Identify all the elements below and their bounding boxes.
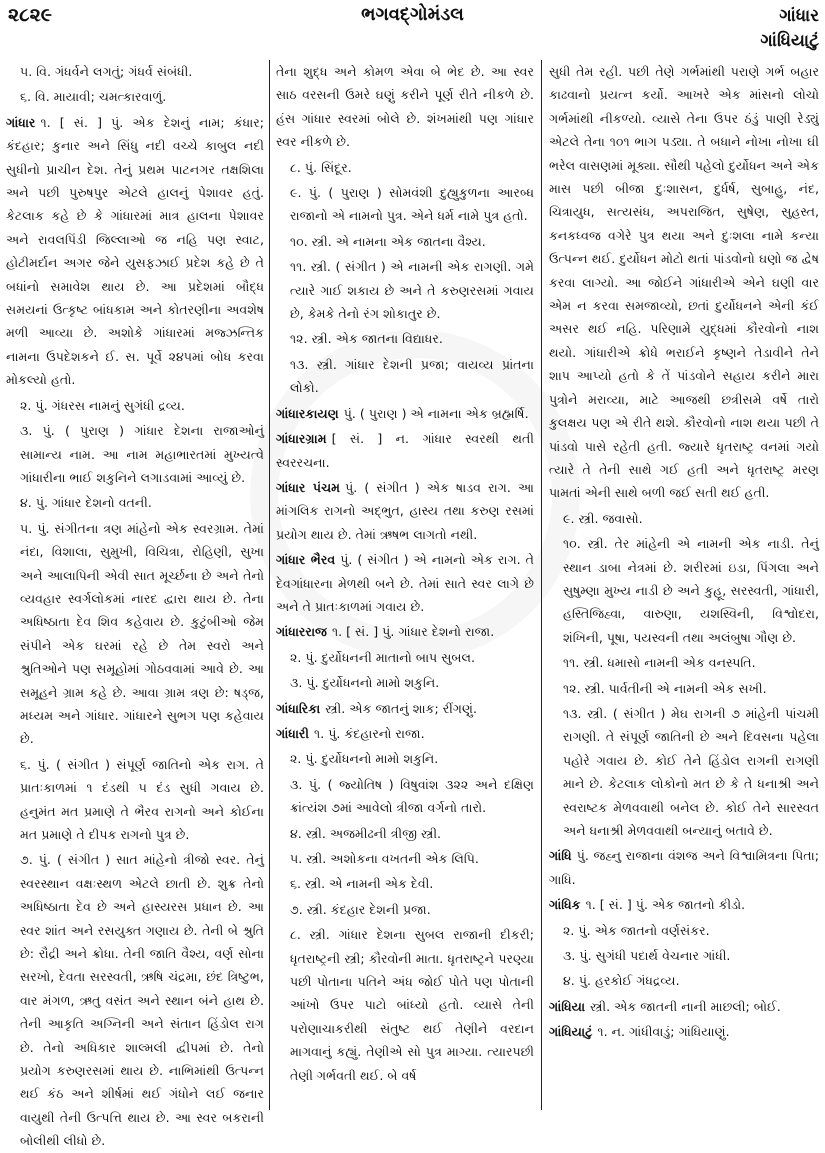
definition-text: સ્ત્રી. એક જાતનું શાક; રીંગણું. bbox=[325, 700, 477, 716]
dictionary-entry bbox=[549, 844, 819, 891]
dictionary-entry bbox=[549, 1020, 819, 1043]
entry-sense bbox=[276, 923, 534, 1087]
entry-sense bbox=[276, 327, 534, 350]
entry-sense bbox=[276, 747, 534, 770]
entry-sense bbox=[6, 753, 264, 847]
guide-word-first: ગાંધાર bbox=[779, 6, 819, 26]
definition-text: પું. ( સંગીત ) એક ષાડવ રાગ. આ માંગલિક રાગનો અદ્ભુત, હાસ્ય તથા કરુણ રસમાં પ્રયોગ થાય છે. તેમાં ઋષભ લાગતો નથી. bbox=[276, 479, 534, 542]
definition-text: ૩. પું. સુગંધી પદાર્થ વેચનાર ગાંધી. bbox=[563, 948, 731, 964]
definition-text: ૧૦. સ્ત્રી. તેર માંહેની એ નામની એક નાડી. તેનું સ્થાન ડાબા નેત્રમાં છે. શરીરમાં ઇડા, પિંગલા અને સુષુમ્ણા મુખ્ય નાડી છે અને કુહૂ, સરસ્વતી, ગાંધારી, હસ્તિજિહ્વા, વારુણા, યશસ્વિની, વિશ્વોદરા, શંખિની, પૂષા, પયસ્વની તથા અલંબુષા ગૌણ છે. bbox=[563, 536, 819, 645]
entry-sense bbox=[549, 532, 819, 649]
entry-sense bbox=[276, 646, 534, 669]
entry-sense bbox=[276, 255, 534, 325]
definition-text: ૧. પું. કંદહારનો રાજા. bbox=[314, 725, 425, 741]
book-title: ભગવદ્ગોમંડલ bbox=[361, 4, 464, 25]
definition-text: સ્ત્રી. એક જાતની નાની માછલી; બોઈ. bbox=[590, 998, 781, 1014]
headword: ગાંધારગ્રામ bbox=[276, 431, 327, 447]
entry-sense bbox=[276, 671, 534, 694]
definition-text: ૧. [ સં. ] પું. એક જાતનો કીડો. bbox=[585, 897, 746, 913]
entry-sense bbox=[6, 419, 264, 489]
definition-text: ૩. પું. દુર્યોધનનો મામો શકુનિ. bbox=[290, 675, 440, 691]
entry-sense bbox=[549, 651, 819, 674]
entry-sense bbox=[276, 60, 534, 154]
column-1 bbox=[6, 60, 264, 1149]
definition-text: ૭. પું. ( સંગીત ) સાત માંહેનો ત્રીજો સ્વર. તેનું સ્વરસ્થાન વક્ષઃસ્થળ એટલે છાતી છે. શુક્ર તેનો અધિષ્ઠાતા દેવ છે અને હાસ્યરસ પ્રધાન છે. આ સ્વર શાંત અને રસયુક્ત ગણાય છે. તેની બે શ્રુતિ છે: રૌદ્રી અને ક્રોધા. તેની જાતિ વૈશ્ય, વર્ણ સોના સરખો, દેવતા સરસ્વતી, ઋષિ ચંદ્રમા, છંદ ત્રિષ્ટુભ, વાર મંગળ, ઋતુ વસંત અને સ્થાન બંને હાથ છે. તેની આકૃતિ અગ્નિની અને સંતાન હિંડોલ રાગ છે. તેનો અધિકાર શાલ્મલી દ્વીપમાં છે. તેનો પ્રયોગ કરુણરસમાં થાય છે. નાભિમાંથી ઉત્પન્ન થઈ કંઠ અને શીર્ષમાં થઈ ગંધોને લઈ જનાર વાયુથી તેની ઉત્પત્તિ થાય છે. આ સ્વર બકરાની બોલીથી લીધો છે. bbox=[20, 852, 264, 1149]
headword: ગાંધિક bbox=[549, 897, 581, 913]
entry-sense bbox=[276, 181, 534, 228]
definition-text: પું. જહ્નુ રાજાના વંશજ અને વિશ્વામિત્રના પિતા; ગાધિ. bbox=[549, 848, 819, 887]
definition-text: ૨. પું. ગંધરસ નામનું સુગંધી દ્રવ્ય. bbox=[20, 397, 185, 413]
definition-text: ૬. સ્ત્રી. એ નામની એક દેવી. bbox=[290, 876, 434, 892]
definition-text: ૨. પું. દુર્યોધનની માતાનો બાપ સુબલ. bbox=[290, 649, 476, 665]
headword: ગાંધારી bbox=[276, 725, 310, 741]
headword: ગાંધિ bbox=[549, 848, 572, 864]
entry-sense bbox=[276, 773, 534, 820]
entry-sense bbox=[6, 60, 264, 83]
definition-text: ૧૩. સ્ત્રી. ( સંગીત ) મેઘ રાગની ૭ માંહેની પાંચમી રાગણી. તે સંપૂર્ણ જાતિની છે અને દિવસના પહેલા પહોરે ગવાય છે. કોઈ તેને હિંડોલ રાગની રાગણી માને છે. કેટલાક લોકોનો મત છે કે તે ધનાશ્રી અને સ્વરાષ્ટક મેળવવાથી બનેલ છે. કોઈ તેને સારસ્વત અને ધનાશ્રી મેળવવાથી બન્યાનું બતાવે છે. bbox=[563, 705, 819, 838]
definition-text: ૧૧. સ્ત્રી. ( સંગીત ) એ નામની એક રાગણી. ગમે ત્યારે ગાઈ શકાય છે અને તે કરુણરસમાં ગવાય છે, કેમકે તેનો રંગ શોકાતુર છે. bbox=[290, 259, 534, 322]
definition-text: ૫. સ્ત્રી. અશોકના વખતની એક લિપિ. bbox=[290, 851, 479, 866]
entry-sense bbox=[549, 677, 819, 700]
page-header bbox=[0, 0, 825, 56]
headword: ગાંધિયા bbox=[549, 998, 586, 1014]
dictionary-entry bbox=[276, 548, 534, 618]
definition-text: ૧. ન. ગાંધીવાડું; ગાંધિયાણું. bbox=[597, 1024, 730, 1040]
entry-sense bbox=[6, 394, 264, 417]
guide-word-last: ગાંધિયાટું bbox=[760, 31, 819, 51]
dictionary-entry bbox=[276, 697, 534, 720]
definition-text: ૩. પું. ( પુરાણ ) ગાંધાર દેશના રાજાઓનું સામાન્ય નામ. આ નામ મહાભારતમાં મુખ્યત્વે ગાંધારીના ભાઈ શકુનિને લગાડવામાં આવ્યું છે. bbox=[20, 423, 264, 485]
definition-text: પું. ( સંગીત ) એ નામનો એક રાગ. તે દેવગાંધારના મેળથી બને છે. તેમાં સાતે સ્વર લાગે છે અને તે પ્રાતઃકાળમાં ગવાય છે. bbox=[276, 552, 534, 614]
guide-words bbox=[760, 4, 819, 54]
dictionary-entry bbox=[276, 402, 534, 425]
definition-text: ૯. પું. ( પુરાણ ) સોમવંશી દુહ્યુકુળના આરબ્ધ રાજાનો એ નામનો પુત્ર. એને ધર્મ નામે પુત્ર હતો. bbox=[290, 185, 534, 224]
column-3 bbox=[549, 60, 819, 1112]
definition-text: ૧૦. સ્ત્રી. એ નામના એક જાતના વૈશ્ય. bbox=[290, 233, 486, 249]
dictionary-entry bbox=[549, 995, 819, 1018]
definition-text: [ સં. ] ન. ગાંધાર સ્વરથી થતી સ્વરરચના. bbox=[276, 431, 534, 470]
entry-sense bbox=[276, 847, 534, 870]
definition-text: ૫. વિ. ગંધર્વને લગતું; ગંધર્વ સંબંધી. bbox=[20, 64, 193, 79]
definition-text: ૧. [ સં. ] પું. ગાંધાર દેશનો રાજા. bbox=[331, 624, 495, 640]
dictionary-entry bbox=[276, 476, 534, 546]
column-divider bbox=[269, 60, 270, 1110]
definition-text: ૧૧. સ્ત્રી. ધમાસો નામની એક વનસ્પતિ. bbox=[563, 655, 756, 671]
definition-text: ૭. સ્ત્રી. કંદહાર દેશની પ્રજા. bbox=[290, 901, 431, 917]
dictionary-entry bbox=[276, 722, 534, 745]
definition-text: ૬. વિ. માયાવી; ચમત્કારવાળું. bbox=[20, 89, 167, 105]
entry-sense bbox=[549, 507, 819, 530]
entry-sense bbox=[276, 872, 534, 895]
entry-sense bbox=[6, 85, 264, 108]
headword: ગાંધિયાટું bbox=[549, 1024, 593, 1040]
dictionary-entry bbox=[276, 620, 534, 643]
entry-sense bbox=[276, 156, 534, 179]
definition-text: ૧૩. સ્ત્રી. ગાંધાર દેશની પ્રજા; વાયવ્ય પ્રાંતના લોકો. bbox=[290, 356, 534, 396]
headword: ગાંધાર પંચમ bbox=[276, 479, 341, 495]
definition-text: ૧૨. સ્ત્રી. પાર્વતીની એ નામની એક સખી. bbox=[563, 680, 767, 696]
entry-sense bbox=[6, 491, 264, 514]
entry-sense bbox=[549, 919, 819, 942]
definition-text: ૮. પું. સિંદૂર. bbox=[290, 159, 352, 175]
headword: ગાંધાર bbox=[6, 114, 36, 130]
headword: ગાંધારરાજ bbox=[276, 624, 327, 640]
entry-sense bbox=[549, 969, 819, 992]
column-divider bbox=[541, 60, 542, 1110]
dictionary-entry bbox=[276, 427, 534, 474]
definition-text: ૪. સ્ત્રી. અજમીઢની ત્રીજી સ્ત્રી. bbox=[290, 825, 442, 841]
entry-sense bbox=[276, 898, 534, 921]
entry-sense bbox=[549, 702, 819, 842]
headword: ગાંધાર ભૈરવ bbox=[276, 552, 336, 568]
entry-sense bbox=[276, 230, 534, 253]
page-number: ૨૮૨૯ bbox=[8, 4, 53, 26]
definition-text: ૪. પું. ગાંધાર દેશનો વતની. bbox=[20, 495, 152, 511]
definition-text: સુધી તેમ રહી. પછી તેણે ગર્ભમાંથી પરાણે ગર્ભ બહાર કાઢવાનો પ્રયત્ન કર્યો. આખરે એક માંસનો લોચો ગર્ભમાંથી નીકળ્યો. વ્યાસે તેના ઉપર ઠંડું પાણી રેડ્યું એટલે તેના ૧૦૧ ભાગ પડ્યા. તે બધાને નોખા નોખા ઘી ભરેલ વાસણમાં મૂક્યા. સૌથી પહેલો દુર્યોધન અને એક માસ પછી બીજા દુઃશાસન, દુર્ધર્ષ, સુબાહુ, નંદ, ચિત્રાયુધ, સત્યસંધ, અપરાજિત, સુષેણ, સુહસ્ત, કનકધ્વજ વગેરે પુત્ર થયા અને દુઃશલા નામે કન્યા ઉત્પન્ન થઈ. દુર્યોધન મોટો થતાં પાંડવોનો ઘણો જ દ્વેષ કરવા લાગ્યો. આ જોઈને ગાંધારીએ એને ઘણી વાર એમ ન કરવા સમજાવ્યો, છતાં દુર્યોધનને એની કંઈ અસર થઈ નહિ. પરિણામે યુદ્ધમાં કૌરવોનો નાશ થયો. ગાંધારીએ ક્રોધે ભરાઈને કૃષ્ણને તેડાવીને તેને શાપ આપ્યો હતો કે તેં પાંડવોને સહાય કરીને મારા પુત્રોને મરાવ્યા, માટે આજથી છત્રીસમે વર્ષે તારો કુલક્ષય પણ એ રીતે થશે. કૌરવોનો નાશ થયા પછી તે પાંડવો પાસે રહેતી હતી. જ્યારે ધૃતરાષ્ટ્ર વનમાં ગયો ત્યારે તે તેની સાથે ગઈ હતી અને ધૃતરાષ્ટ્ર મરણ પામતાં એની સાથે બળી જઈ સતી થઈ હતી. bbox=[549, 64, 819, 501]
entry-sense bbox=[6, 517, 264, 751]
definition-text: ૯. સ્ત્રી. જવાસો. bbox=[563, 510, 643, 526]
column-2 bbox=[276, 60, 534, 1112]
definition-text: તેના શુદ્ધ અને કોમળ એવા બે ભેદ છે. આ સ્વર સાઠ વરસની ઉમરે ઘણું કરીને પૂર્ણ રીતે નીકળે છે. હંસ ગાંધાર સ્વરમાં બોલે છે. શંખમાંથી પણ ગાંધાર સ્વર નીકળે છે. bbox=[276, 64, 534, 150]
headword: ગાંધારકાયણ bbox=[276, 405, 339, 421]
definition-text: ૪. પું. હરકોઈ ગંધદ્રવ્ય. bbox=[563, 973, 680, 989]
headword: ગાંધારિકા bbox=[276, 700, 321, 716]
definition-text: ૨. પું. એક જાતનો વર્ણસંકર. bbox=[563, 922, 710, 938]
entry-sense bbox=[276, 822, 534, 845]
definition-text: ૫. પું. સંગીતના ત્રણ માંહેનો એક સ્વરગ્રામ. તેમાં નંદા, વિશાલા, સુમુખી, વિચિત્રા, રોહિણી, સુખા અને આલાપિની એવી સાત મૂર્ચ્છના છે અને તેનો વ્યવહાર સ્વર્ગલોકમાં નારદ દ્વારા થાય છે. તેના અધિષ્ઠાતા દેવ શિવ કહેવાય છે. કુટુંબીઓ જેમ સંપીને એક ઘરમાં રહે છે તેમ સ્વરો અને શ્રુતિઓને પણ સમૂહોમાં ગોઠવવામાં આવે છે. આ સમૂહને ગ્રામ કહે છે. આવા ગ્રામ ત્રણ છે: ષડ્જ, મધ્યમ અને ગાંધાર. ગાંધારને સુભગ પણ કહેવાય છે. bbox=[20, 520, 264, 747]
definition-text: ૧. [ સં. ] પું. એક દેશનું નામ; કંધાર; કંદહાર; કુનાર અને સિંધુ નદી વચ્ચે કાબુલ નદી સુધીનો પ્રાચીન દેશ. તેનું પ્રથમ પાટનગર તક્ષશિલા અને પછી પુરુષપુર એટલે હાલનું પેશાવર હતું. કેટલાક કહે છે કે ગાંધારમાં માત્ર હાલના પેશાવર અને રાવલપિંડી જિલ્લાઓ જ નહિ પણ સ્વાટ, હોટીમર્દાન અગર જેને યુસફઝાઈ પ્રદેશ કહે છે તે બધાંનો સમાવેશ થાય છે. આ પ્રદેશમાં બૌદ્ધ સમયનાં ઉત્કૃષ્ટ બાંધકામ અને કોતરણીના અવશેષ મળી આવ્યા છે. અશોકે ગાંધારમાં મજ્ઝન્તિક નામના ઉપદેશકને ઈ. સ. પૂર્વે ૨૪૫માં બોધ કરવા મોકલ્યો હતો. bbox=[6, 114, 264, 388]
dictionary-entry bbox=[549, 893, 819, 916]
definition-text: ૨. પું. દુર્યોધનનો મામો શકુનિ. bbox=[290, 751, 439, 767]
entry-sense bbox=[549, 944, 819, 967]
definition-text: ૮. સ્ત્રી. ગાંધાર દેશના સુબલ રાજાની દીકરી; ધૃતરાષ્ટ્રની સ્ત્રી; કૌરવોની માતા. ધૃતરાષ્ટ્રને પરણ્યા પછી પોતાના પતિને અંધ જોઈ પોતે પણ પોતાની આંખો ઉપર પાટો બાંધ્યો હતો. વ્યાસે તેની પરોણાચાકરીથી સંતુષ્ટ થઈ તેણીને વરદાન માગવાનું કહ્યું. તેણીએ સો પુત્ર માગ્યા. ત્યારપછી તેણી ગર્ભવતી થઈ. બે વર્ષ bbox=[290, 927, 534, 1083]
definition-text: પું. ( પુરાણ ) એ નામના એક બ્રહ્મર્ષિ. bbox=[343, 405, 529, 421]
entry-sense bbox=[276, 353, 534, 400]
definition-text: ૬. પું. ( સંગીત ) સંપૂર્ણ જાતિનો એક રાગ. તે પ્રાતઃકાળમાં ૧ દંડથી ૫ દંડ સુધી ગવાય છે. હનુમંત મત પ્રમાણે તે ભૈરવ રાગનો અને કોઈના મત પ્રમાણે તે દીપક રાગનો પુત્ર છે. bbox=[20, 756, 264, 842]
entry-sense bbox=[549, 60, 819, 505]
definition-text: ૩. પું. ( જ્યોતિષ ) વિષુવાંશ ૩૨૨ અને દક્ષિણ ક્રાંત્યંશ ૭માં આવેલો ત્રીજા વર્ગનો તારો. bbox=[290, 776, 534, 816]
dictionary-entry bbox=[6, 111, 264, 392]
entry-sense bbox=[6, 848, 264, 1152]
definition-text: ૧૨. સ્ત્રી. એક જાતના વિદ્યાધર. bbox=[290, 331, 443, 347]
